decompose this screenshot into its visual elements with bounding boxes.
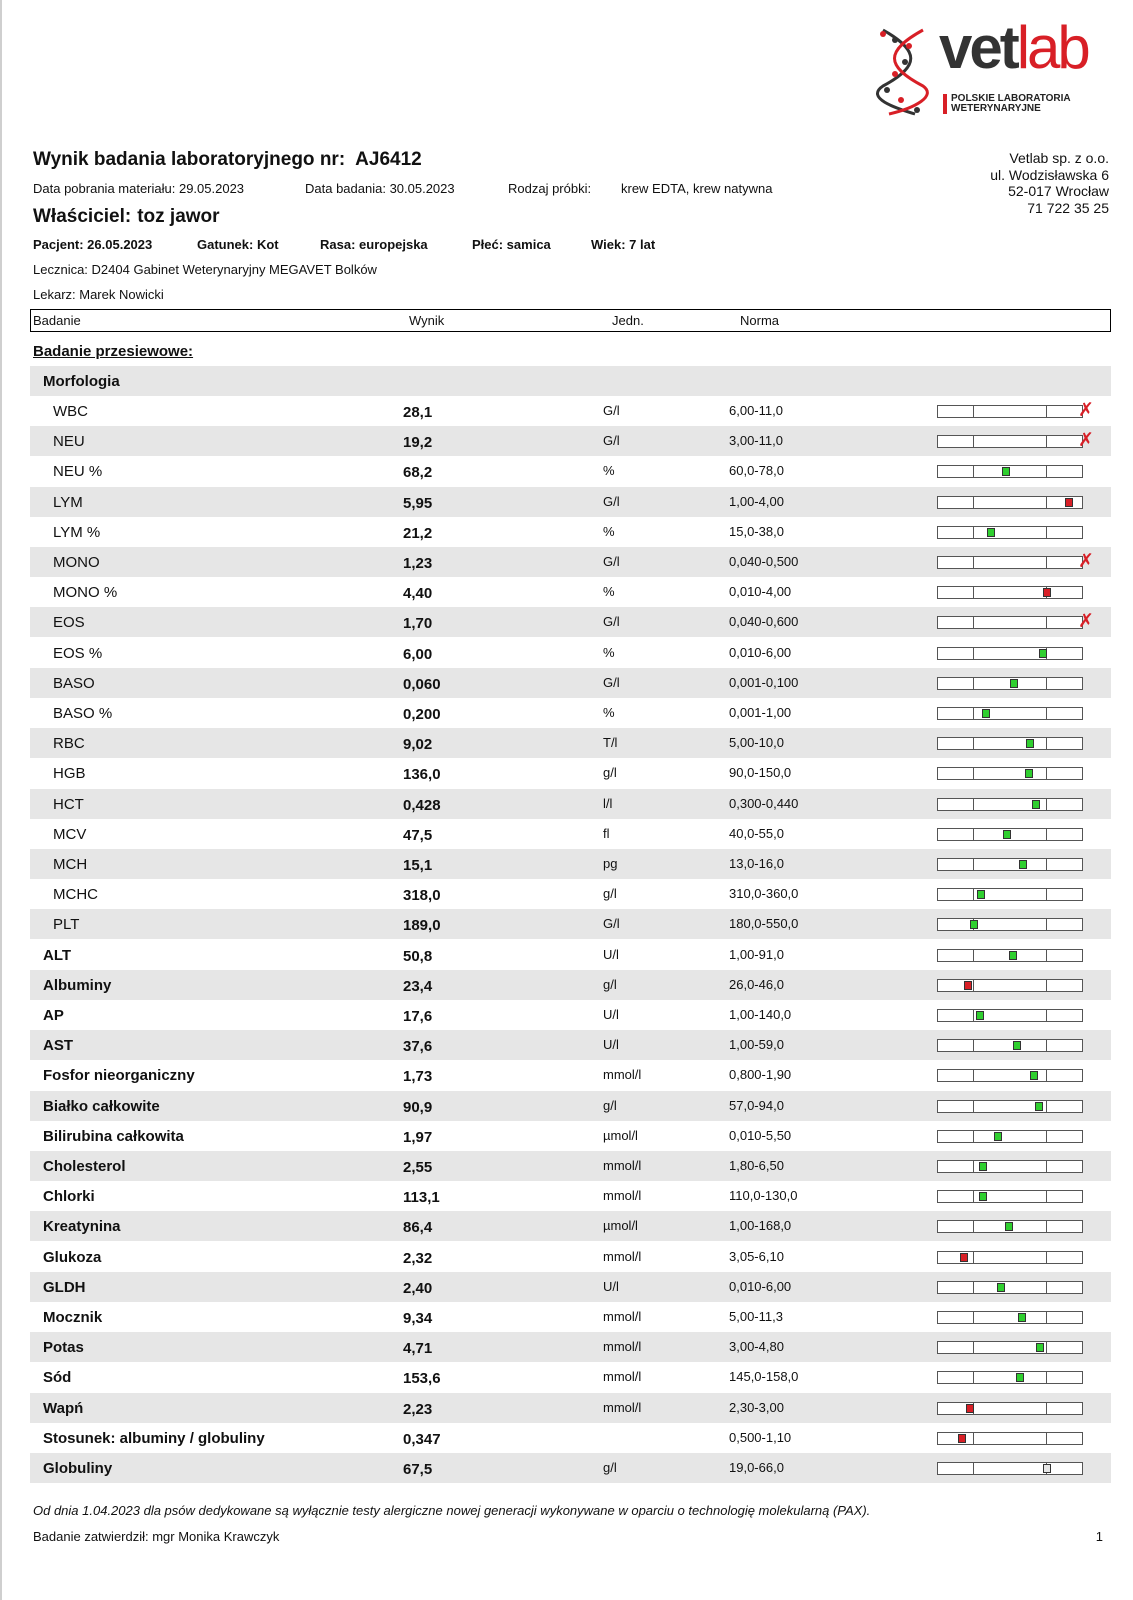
footer-note: Od dnia 1.04.2023 dla psów dedykowane są wyłącznie testy alergiczne nowej generacji wykonywane w oparciu o technologię molekularną (PAX). bbox=[33, 1503, 871, 1518]
range-bar bbox=[937, 1432, 1083, 1445]
range-bar bbox=[937, 556, 1083, 569]
test-unit: mmol/l bbox=[603, 1369, 642, 1385]
range-marker bbox=[1018, 1313, 1026, 1322]
test-name: Białko całkowite bbox=[43, 1097, 160, 1115]
range-bar bbox=[937, 1462, 1083, 1475]
test-name: Glukoza bbox=[43, 1248, 102, 1266]
table-row bbox=[30, 1211, 1111, 1241]
col-norm: Norma bbox=[740, 313, 780, 328]
range-bar bbox=[937, 496, 1083, 509]
col-unit: Jedn. bbox=[612, 313, 644, 328]
test-norm: 1,00-140,0 bbox=[729, 1007, 792, 1022]
test-norm: 5,00-10,0 bbox=[729, 735, 784, 751]
test-result: 153,6 bbox=[403, 1370, 441, 1388]
test-result: 2,55 bbox=[403, 1159, 433, 1176]
test-result: 5,95 bbox=[403, 494, 433, 512]
test-result: 4,40 bbox=[403, 585, 433, 603]
range-bar bbox=[937, 1190, 1083, 1203]
range-bar bbox=[937, 405, 1083, 418]
range-marker bbox=[994, 1132, 1002, 1141]
test-date: Data badania: 30.05.2023 bbox=[305, 181, 455, 196]
test-result: 0,428 bbox=[403, 796, 441, 814]
table-row bbox=[30, 668, 1111, 698]
test-name: EOS % bbox=[53, 644, 103, 662]
range-marker bbox=[964, 981, 972, 990]
test-norm: 26,0-46,0 bbox=[729, 976, 784, 992]
breed: Rasa: europejska bbox=[320, 237, 428, 252]
test-name: MCH bbox=[53, 856, 88, 873]
range-bar bbox=[937, 1220, 1083, 1233]
test-name: HGB bbox=[53, 765, 86, 783]
test-name: NEU bbox=[53, 433, 85, 451]
range-bar bbox=[937, 828, 1083, 841]
test-norm: 40,0-55,0 bbox=[729, 825, 784, 841]
out-of-range-icon: ✗ bbox=[1078, 551, 1094, 572]
test-unit: G/l bbox=[603, 614, 620, 630]
sample-label: Rodzaj próbki: bbox=[508, 181, 592, 196]
table-row bbox=[30, 396, 1111, 426]
test-norm: 13,0-16,0 bbox=[729, 856, 784, 871]
range-bar bbox=[937, 1069, 1083, 1082]
test-name: Wapń bbox=[43, 1399, 84, 1417]
range-marker bbox=[1026, 739, 1034, 748]
table-row bbox=[30, 940, 1111, 970]
test-unit: U/l bbox=[603, 946, 619, 962]
table-row bbox=[30, 1302, 1111, 1332]
test-norm: 0,001-0,100 bbox=[729, 674, 799, 690]
test-name: Potas bbox=[43, 1339, 84, 1357]
test-norm: 0,010-4,00 bbox=[729, 584, 792, 600]
test-name: MCHC bbox=[53, 886, 98, 904]
range-bar bbox=[937, 1009, 1083, 1022]
test-norm: 3,00-4,80 bbox=[729, 1339, 784, 1355]
test-unit: g/l bbox=[603, 886, 617, 902]
table-row bbox=[30, 819, 1111, 849]
test-unit: T/l bbox=[603, 735, 618, 751]
test-norm: 145,0-158,0 bbox=[729, 1369, 799, 1385]
sample-value: krew EDTA, krew natywna bbox=[621, 181, 773, 196]
table-row bbox=[30, 577, 1111, 607]
test-result: 189,0 bbox=[403, 917, 441, 935]
table-row bbox=[30, 1242, 1111, 1272]
range-marker bbox=[1009, 951, 1017, 960]
approved-by: Badanie zatwierdził: mgr Monika Krawczyk bbox=[33, 1529, 280, 1544]
test-result: 68,2 bbox=[403, 464, 433, 482]
test-result: 17,6 bbox=[403, 1008, 433, 1025]
table-row bbox=[30, 1332, 1111, 1362]
range-bar bbox=[937, 1039, 1083, 1052]
test-unit: % bbox=[603, 644, 615, 660]
test-unit: mmol/l bbox=[603, 1339, 642, 1355]
table-row bbox=[30, 1272, 1111, 1302]
table-row bbox=[30, 849, 1111, 879]
test-unit: fl bbox=[603, 825, 610, 841]
range-marker bbox=[1019, 860, 1027, 869]
range-bar bbox=[937, 586, 1083, 599]
test-unit: l/l bbox=[603, 795, 613, 811]
table-row bbox=[30, 789, 1111, 819]
test-name: MONO bbox=[53, 554, 100, 571]
test-name: Globuliny bbox=[43, 1460, 113, 1477]
test-norm: 110,0-130,0 bbox=[729, 1188, 798, 1204]
test-unit: mmol/l bbox=[603, 1399, 642, 1415]
range-bar bbox=[937, 526, 1083, 539]
test-unit: U/l bbox=[603, 1007, 619, 1022]
range-bar bbox=[937, 677, 1083, 690]
table-header bbox=[30, 309, 1111, 332]
test-norm: 0,040-0,600 bbox=[729, 614, 799, 630]
table-row bbox=[30, 698, 1111, 728]
test-norm: 0,010-6,00 bbox=[729, 1278, 792, 1294]
range-marker bbox=[979, 1162, 987, 1171]
test-norm: 1,00-4,00 bbox=[729, 493, 784, 509]
range-marker bbox=[982, 709, 990, 718]
range-marker bbox=[1039, 649, 1047, 658]
range-marker bbox=[1043, 588, 1051, 597]
range-marker bbox=[958, 1434, 966, 1443]
range-marker bbox=[977, 890, 985, 899]
test-name: AP bbox=[43, 1007, 64, 1024]
table-row bbox=[30, 1030, 1111, 1060]
test-unit: U/l bbox=[603, 1278, 619, 1294]
range-bar bbox=[937, 858, 1083, 871]
test-norm: 90,0-150,0 bbox=[729, 765, 792, 781]
test-unit: % bbox=[603, 463, 615, 479]
test-name: LYM % bbox=[53, 523, 101, 541]
test-norm: 0,800-1,90 bbox=[729, 1067, 792, 1083]
table-row bbox=[30, 1181, 1111, 1211]
test-result: 1,97 bbox=[403, 1128, 433, 1146]
test-norm: 0,010-5,50 bbox=[729, 1127, 792, 1143]
test-name: ALT bbox=[43, 946, 72, 964]
test-norm: 0,040-0,500 bbox=[729, 554, 799, 569]
table-row bbox=[30, 1091, 1111, 1121]
test-result: 113,1 bbox=[403, 1189, 440, 1207]
test-unit: g/l bbox=[603, 765, 617, 781]
test-unit: g/l bbox=[603, 976, 617, 992]
test-result: 67,5 bbox=[403, 1461, 433, 1478]
test-unit: mmol/l bbox=[603, 1309, 642, 1324]
test-unit: G/l bbox=[603, 674, 620, 690]
table-row bbox=[30, 879, 1111, 909]
table-row bbox=[30, 1060, 1111, 1090]
test-name: MONO % bbox=[53, 584, 118, 602]
dna-helix-icon bbox=[875, 26, 935, 116]
test-unit: µmol/l bbox=[603, 1127, 638, 1143]
table-row bbox=[30, 1000, 1111, 1030]
range-marker bbox=[997, 1283, 1005, 1292]
test-name: WBC bbox=[53, 403, 88, 420]
test-unit: mmol/l bbox=[603, 1248, 642, 1264]
range-bar bbox=[937, 647, 1083, 660]
test-unit: G/l bbox=[603, 433, 620, 449]
range-marker bbox=[1030, 1071, 1038, 1080]
range-marker bbox=[960, 1253, 968, 1262]
test-result: 2,23 bbox=[403, 1400, 433, 1418]
table-row bbox=[30, 1453, 1111, 1483]
range-bar bbox=[937, 1371, 1083, 1384]
range-marker bbox=[1036, 1343, 1044, 1352]
test-result: 0,060 bbox=[403, 675, 441, 693]
test-norm: 5,00-11,3 bbox=[729, 1309, 783, 1324]
range-bar bbox=[937, 798, 1083, 811]
test-unit: g/l bbox=[603, 1097, 617, 1113]
range-bar bbox=[937, 616, 1083, 629]
test-name: NEU % bbox=[53, 463, 103, 481]
sampling-date: Data pobrania materiału: 29.05.2023 bbox=[33, 181, 245, 196]
range-marker bbox=[1005, 1222, 1013, 1231]
table-row bbox=[30, 1393, 1111, 1423]
test-result: 9,02 bbox=[403, 736, 433, 754]
table-row bbox=[30, 1423, 1111, 1453]
range-marker bbox=[1003, 830, 1011, 839]
vetlab-logo bbox=[875, 14, 1115, 122]
test-name: AST bbox=[43, 1037, 73, 1055]
test-name: Bilirubina całkowita bbox=[43, 1127, 184, 1145]
test-name: Chlorki bbox=[43, 1188, 95, 1206]
table-row bbox=[30, 1362, 1111, 1392]
age: Wiek: 7 lat bbox=[591, 237, 656, 252]
test-result: 0,347 bbox=[403, 1430, 441, 1448]
test-result: 4,71 bbox=[403, 1340, 433, 1358]
test-result: 28,1 bbox=[403, 404, 433, 421]
range-bar bbox=[937, 1100, 1083, 1113]
test-name: RBC bbox=[53, 735, 85, 753]
report-number: AJ6412 bbox=[355, 149, 422, 170]
test-norm: 6,00-11,0 bbox=[729, 403, 783, 418]
test-norm: 1,80-6,50 bbox=[729, 1158, 784, 1173]
range-marker bbox=[979, 1192, 987, 1201]
test-result: 1,70 bbox=[403, 615, 433, 633]
table-row bbox=[30, 426, 1111, 456]
range-bar bbox=[937, 1130, 1083, 1143]
range-marker bbox=[976, 1011, 984, 1020]
logo-subtitle: POLSKIE LABORATORIA WETERYNARYJNE bbox=[943, 94, 1071, 114]
test-norm: 0,300-0,440 bbox=[729, 795, 799, 811]
range-marker bbox=[966, 1404, 974, 1413]
table-row bbox=[30, 728, 1111, 758]
test-result: 318,0 bbox=[403, 887, 441, 905]
clinic: Lecznica: D2404 Gabinet Weterynaryjny MEGAVET Bolków bbox=[33, 262, 377, 277]
test-name: HCT bbox=[53, 795, 84, 813]
test-norm: 3,05-6,10 bbox=[729, 1248, 784, 1264]
test-unit: % bbox=[603, 705, 615, 720]
test-unit: mmol/l bbox=[603, 1158, 642, 1173]
test-norm: 0,001-1,00 bbox=[729, 705, 792, 720]
test-unit: % bbox=[603, 584, 615, 600]
test-result: 21,2 bbox=[403, 524, 433, 542]
test-unit: mmol/l bbox=[603, 1188, 642, 1204]
test-norm: 57,0-94,0 bbox=[729, 1097, 784, 1113]
test-unit: % bbox=[603, 523, 615, 539]
test-result: 1,23 bbox=[403, 555, 433, 572]
test-norm: 19,0-66,0 bbox=[729, 1460, 784, 1475]
range-marker bbox=[1035, 1102, 1043, 1111]
test-name: PLT bbox=[53, 916, 80, 934]
table-row bbox=[30, 970, 1111, 1000]
owner: Właściciel: toz jawor bbox=[33, 206, 220, 227]
doctor: Lekarz: Marek Nowicki bbox=[33, 287, 164, 302]
test-norm: 3,00-11,0 bbox=[729, 433, 783, 449]
test-unit: G/l bbox=[603, 403, 620, 418]
patient: Pacjent: 26.05.2023 bbox=[33, 237, 153, 252]
test-name: Cholesterol bbox=[43, 1158, 126, 1175]
page-number: 1 bbox=[1095, 1529, 1103, 1544]
species: Gatunek: Kot bbox=[197, 237, 279, 252]
table-row bbox=[30, 607, 1111, 637]
test-name: Fosfor nieorganiczny bbox=[43, 1067, 195, 1085]
range-bar bbox=[937, 1341, 1083, 1354]
test-unit: U/l bbox=[603, 1037, 619, 1053]
test-norm: 310,0-360,0 bbox=[729, 886, 799, 902]
out-of-range-icon: ✗ bbox=[1078, 400, 1094, 421]
test-name: LYM bbox=[53, 493, 83, 511]
range-marker bbox=[1002, 467, 1010, 476]
test-unit: G/l bbox=[603, 916, 620, 932]
page-edge bbox=[0, 0, 2, 1600]
test-result: 47,5 bbox=[403, 826, 433, 844]
range-bar bbox=[937, 918, 1083, 931]
range-marker bbox=[1010, 679, 1018, 688]
range-marker bbox=[1065, 498, 1073, 507]
table-row bbox=[30, 638, 1111, 668]
col-result: Wynik bbox=[409, 313, 445, 328]
out-of-range-icon: ✗ bbox=[1078, 430, 1094, 452]
test-unit: mmol/l bbox=[603, 1067, 642, 1083]
test-norm: 2,30-3,00 bbox=[729, 1399, 784, 1415]
test-result: 136,0 bbox=[403, 766, 441, 784]
test-norm: 0,010-6,00 bbox=[729, 644, 792, 660]
section-title: Badanie przesiewowe: bbox=[33, 343, 194, 360]
range-bar bbox=[937, 949, 1083, 962]
test-name: Sód bbox=[43, 1369, 72, 1387]
test-norm: 1,00-168,0 bbox=[729, 1218, 792, 1234]
table-row bbox=[30, 487, 1111, 517]
test-result: 37,6 bbox=[403, 1038, 433, 1056]
range-bar bbox=[937, 737, 1083, 750]
range-marker bbox=[1013, 1041, 1021, 1050]
test-result: 6,00 bbox=[403, 645, 433, 663]
test-unit: pg bbox=[603, 856, 618, 871]
table-row bbox=[30, 909, 1111, 939]
test-result: 23,4 bbox=[403, 977, 433, 995]
test-name: Albuminy bbox=[43, 976, 112, 994]
range-bar bbox=[937, 1251, 1083, 1264]
test-result: 2,40 bbox=[403, 1279, 433, 1297]
test-unit: g/l bbox=[603, 1460, 617, 1475]
range-bar bbox=[937, 888, 1083, 901]
table-row bbox=[30, 1121, 1111, 1151]
test-result: 90,9 bbox=[403, 1098, 433, 1116]
logo-wordmark: vetlab bbox=[939, 14, 1088, 81]
range-bar bbox=[937, 465, 1083, 478]
range-bar bbox=[937, 1311, 1083, 1324]
col-test: Badanie bbox=[33, 313, 81, 328]
group-title: Morfologia bbox=[43, 373, 120, 390]
group-row bbox=[30, 366, 1111, 396]
test-name: Mocznik bbox=[43, 1309, 103, 1326]
test-unit: G/l bbox=[603, 493, 620, 509]
range-bar bbox=[937, 1402, 1083, 1415]
range-marker bbox=[970, 920, 978, 929]
table-row bbox=[30, 517, 1111, 547]
out-of-range-icon: ✗ bbox=[1078, 611, 1094, 633]
test-norm: 0,500-1,10 bbox=[729, 1429, 792, 1445]
test-name: EOS bbox=[53, 614, 85, 632]
range-marker bbox=[1025, 769, 1033, 778]
table-row bbox=[30, 456, 1111, 486]
company-address: Vetlab sp. z o.o. ul. Wodzisławska 6 52-017 Wrocław 71 722 35 25 bbox=[990, 150, 1109, 216]
test-name: Kreatynina bbox=[43, 1218, 121, 1236]
test-result: 19,2 bbox=[403, 434, 433, 452]
test-name: BASO % bbox=[53, 705, 113, 722]
range-bar bbox=[937, 767, 1083, 780]
test-name: MCV bbox=[53, 825, 87, 843]
range-marker bbox=[1016, 1373, 1024, 1382]
test-unit: µmol/l bbox=[603, 1218, 638, 1234]
range-bar bbox=[937, 435, 1083, 448]
range-marker bbox=[1043, 1464, 1051, 1473]
test-name: Stosunek: albuminy / globuliny bbox=[43, 1429, 265, 1447]
test-unit: G/l bbox=[603, 554, 620, 569]
table-row bbox=[30, 758, 1111, 788]
test-norm: 15,0-38,0 bbox=[729, 523, 784, 539]
test-result: 86,4 bbox=[403, 1219, 433, 1237]
range-bar bbox=[937, 707, 1083, 720]
test-result: 0,200 bbox=[403, 706, 441, 723]
test-name: BASO bbox=[53, 674, 95, 692]
test-norm: 60,0-78,0 bbox=[729, 463, 784, 479]
range-bar bbox=[937, 979, 1083, 992]
range-bar bbox=[937, 1281, 1083, 1294]
test-result: 50,8 bbox=[403, 947, 433, 965]
report-title: Wynik badania laboratoryjnego nr: AJ6412 bbox=[33, 149, 422, 170]
test-name: GLDH bbox=[43, 1278, 86, 1296]
test-result: 15,1 bbox=[403, 857, 433, 874]
test-norm: 180,0-550,0 bbox=[729, 916, 799, 932]
range-marker bbox=[1032, 800, 1040, 809]
table-row bbox=[30, 547, 1111, 577]
range-bar bbox=[937, 1160, 1083, 1173]
range-marker bbox=[987, 528, 995, 537]
table-row bbox=[30, 1151, 1111, 1181]
test-norm: 1,00-91,0 bbox=[729, 946, 784, 962]
test-result: 9,34 bbox=[403, 1310, 433, 1327]
test-result: 2,32 bbox=[403, 1249, 433, 1267]
test-norm: 1,00-59,0 bbox=[729, 1037, 784, 1053]
sex: Płeć: samica bbox=[472, 237, 551, 252]
test-result: 1,73 bbox=[403, 1068, 433, 1086]
